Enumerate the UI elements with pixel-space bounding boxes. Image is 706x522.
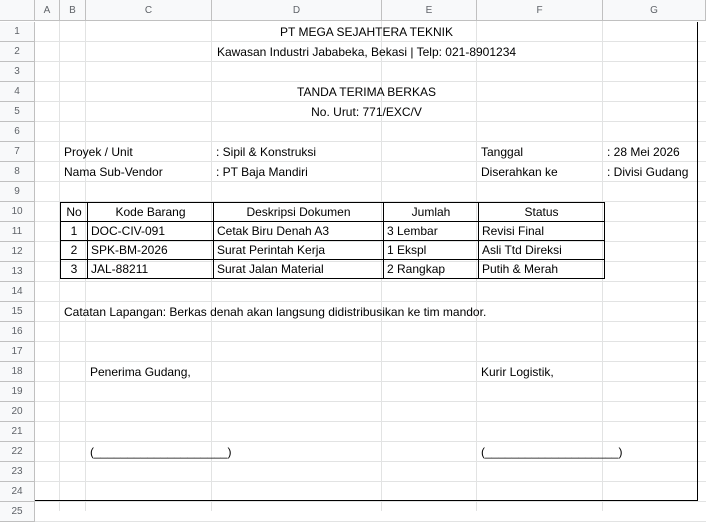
row-header-24[interactable]: 24 xyxy=(0,482,35,502)
row-header-19[interactable]: 19 xyxy=(0,382,35,402)
cell-kode[interactable]: JAL-88211 xyxy=(88,260,214,279)
receiver-signature-line: (____________________) xyxy=(90,445,232,459)
row-header-22[interactable]: 22 xyxy=(0,442,35,462)
column-header-g[interactable]: G xyxy=(603,0,706,21)
grid-row-line xyxy=(35,501,706,502)
grid-row-line xyxy=(35,421,706,422)
grid-row-line xyxy=(35,341,706,342)
row-header-21[interactable]: 21 xyxy=(0,422,35,442)
row-header-7[interactable]: 7 xyxy=(0,142,35,162)
handover-label: Diserahkan ke xyxy=(481,165,558,179)
document-number: No. Urut: 771/EXC/V xyxy=(311,105,422,119)
cell-jumlah[interactable]: 3 Lembar xyxy=(384,222,479,241)
row-header-13[interactable]: 13 xyxy=(0,262,35,282)
grid-row-line xyxy=(35,401,706,402)
receiver-label: Penerima Gudang, xyxy=(90,365,191,379)
row-header-9[interactable]: 9 xyxy=(0,182,35,202)
column-header-c[interactable]: C xyxy=(86,0,212,21)
row-header-16[interactable]: 16 xyxy=(0,322,35,342)
field-note: Catatan Lapangan: Berkas denah akan langsung didistribusikan ke tim mandor. xyxy=(64,305,487,319)
header-jumlah: Jumlah xyxy=(384,203,479,222)
grid-row-line xyxy=(35,481,706,482)
column-header-b[interactable]: B xyxy=(60,0,86,21)
cell-deskripsi[interactable]: Cetak Biru Denah A3 xyxy=(214,222,384,241)
row-header-2[interactable]: 2 xyxy=(0,42,35,62)
vendor-value: : PT Baja Mandiri xyxy=(216,165,308,179)
row-header-11[interactable]: 11 xyxy=(0,222,35,242)
grid-row-line xyxy=(35,141,706,142)
cell-no[interactable]: 2 xyxy=(61,241,88,260)
row-header-20[interactable]: 20 xyxy=(0,402,35,422)
cell-status[interactable]: Putih & Merah xyxy=(479,260,605,279)
cell-kode[interactable]: DOC-CIV-091 xyxy=(88,222,214,241)
courier-signature-line: (____________________) xyxy=(481,445,623,459)
column-header-f[interactable]: F xyxy=(477,0,603,21)
row-header-14[interactable]: 14 xyxy=(0,282,35,302)
project-label: Proyek / Unit xyxy=(64,145,133,159)
row-header-25[interactable]: 25 xyxy=(0,502,35,522)
header-kode: Kode Barang xyxy=(88,203,214,222)
row-header-17[interactable]: 17 xyxy=(0,342,35,362)
date-label: Tanggal xyxy=(481,145,524,159)
cell-jumlah[interactable]: 1 Ekspl xyxy=(384,241,479,260)
row-header-5[interactable]: 5 xyxy=(0,102,35,122)
row-header-6[interactable]: 6 xyxy=(0,122,35,142)
column-header-e[interactable]: E xyxy=(382,0,477,21)
header-deskripsi: Deskripsi Dokumen xyxy=(214,203,384,222)
header-status: Status xyxy=(479,203,605,222)
header-no: No xyxy=(61,203,88,222)
row-header-15[interactable]: 15 xyxy=(0,302,35,322)
cell-status[interactable]: Revisi Final xyxy=(479,222,605,241)
handover-value: : Divisi Gudang xyxy=(607,165,689,179)
table-row xyxy=(61,241,605,260)
cell-status[interactable]: Asli Ttd Direksi xyxy=(479,241,605,260)
row-header-12[interactable]: 12 xyxy=(0,242,35,262)
cell-no[interactable]: 3 xyxy=(61,260,88,279)
table-row xyxy=(61,222,605,241)
items-table xyxy=(60,202,605,279)
row-header-3[interactable]: 3 xyxy=(0,62,35,82)
row-header-8[interactable]: 8 xyxy=(0,162,35,182)
table-row xyxy=(61,260,605,279)
document-title: TANDA TERIMA BERKAS xyxy=(297,85,436,99)
cell-no[interactable]: 1 xyxy=(61,222,88,241)
column-header-d[interactable]: D xyxy=(212,0,382,21)
row-header-10[interactable]: 10 xyxy=(0,202,35,222)
table-header-row xyxy=(61,203,605,222)
row-header-4[interactable]: 4 xyxy=(0,82,35,102)
date-value: : 28 Mei 2026 xyxy=(607,145,680,159)
project-value: : Sipil & Konstruksi xyxy=(216,145,317,159)
vendor-label: Nama Sub-Vendor xyxy=(64,165,163,179)
company-address: Kawasan Industri Jababeka, Bekasi | Telp: 021-8901234 xyxy=(216,45,517,59)
cell-deskripsi[interactable]: Surat Perintah Kerja xyxy=(214,241,384,260)
cell-deskripsi[interactable]: Surat Jalan Material xyxy=(214,260,384,279)
cell-kode[interactable]: SPK-BM-2026 xyxy=(88,241,214,260)
column-header-a[interactable]: A xyxy=(35,0,60,21)
select-all-corner[interactable] xyxy=(0,0,35,21)
row-header-18[interactable]: 18 xyxy=(0,362,35,382)
company-name: PT MEGA SEJAHTERA TEKNIK xyxy=(280,25,453,39)
cell-jumlah[interactable]: 2 Rangkap xyxy=(384,260,479,279)
row-header-23[interactable]: 23 xyxy=(0,462,35,482)
row-header-1[interactable]: 1 xyxy=(0,22,35,42)
grid-row-line xyxy=(35,281,706,282)
courier-label: Kurir Logistik, xyxy=(481,365,554,379)
